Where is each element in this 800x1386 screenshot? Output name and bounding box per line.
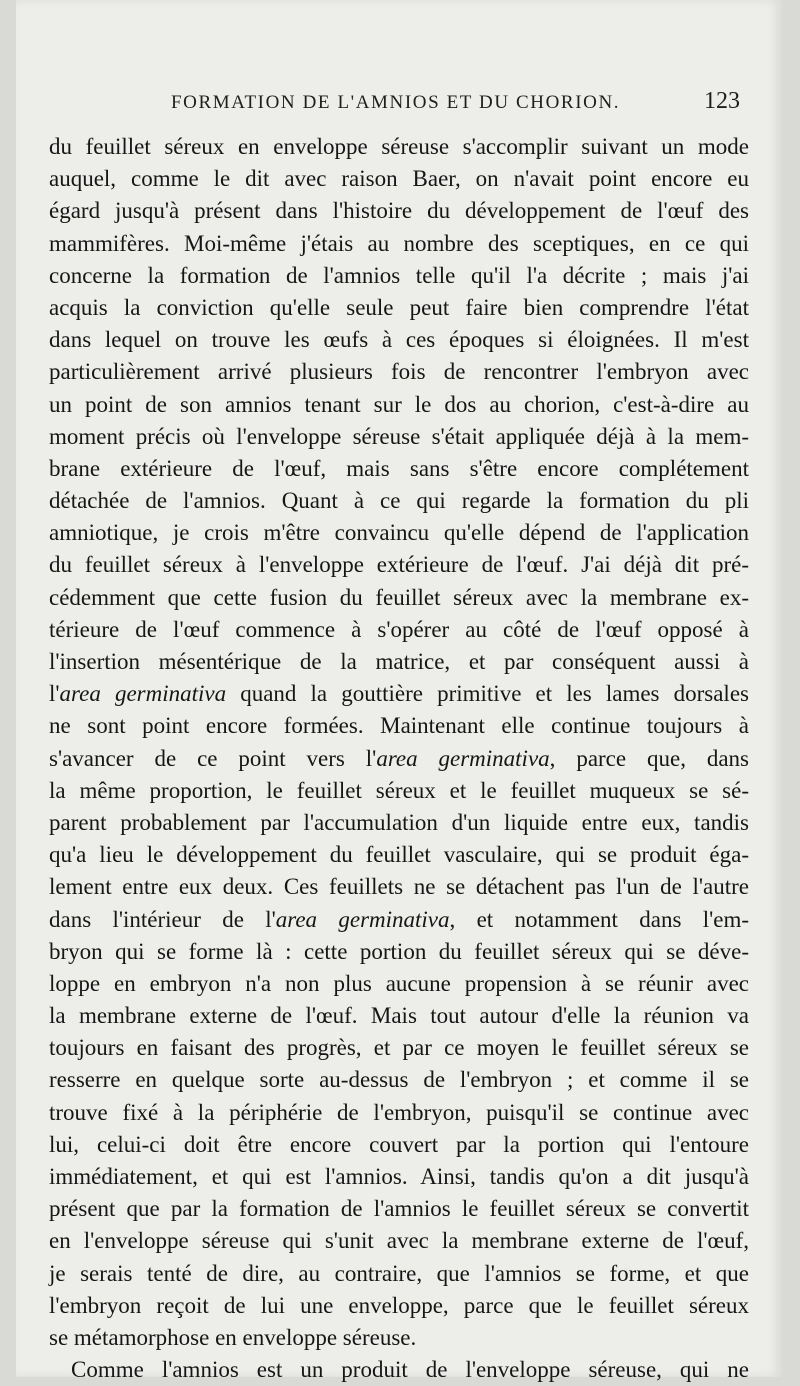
line-text: auquel, comme le dit avec raison Baer, on n'avait point encore eu [49, 166, 749, 192]
line-text: toujours en faisant des progrès, et par ce moyen le feuillet séreux se [49, 1035, 749, 1061]
line-text: , et notamment dans l'em- [449, 906, 749, 932]
line-text: la même proportion, le feuillet séreux et le feuillet muqueux se sé- [49, 777, 749, 803]
line-text: présent que par la formation de l'amnios le feuillet séreux se convertit [49, 1196, 749, 1222]
running-title: FORMATION DE L'AMNIOS ET DU CHORION. [171, 92, 621, 113]
text-line [49, 1193, 749, 1225]
line-text: lui, celui-ci doit être encore couvert par la portion qui l'entoure [49, 1131, 749, 1157]
text-line [49, 356, 749, 388]
line-text: mammifères. Moi-même j'étais au nombre des sceptiques, en ce qui [49, 230, 749, 256]
line-text: lement entre eux deux. Ces feuillets ne se détachent pas l'un de l'autre [49, 874, 749, 900]
text-line [49, 1064, 749, 1096]
text-line [49, 904, 749, 936]
latin-term: area germinativa [275, 906, 450, 932]
line-text: acquis la conviction qu'elle seule peut faire bien comprendre l'état [49, 294, 749, 320]
line-text: l' [49, 681, 60, 707]
text-line [49, 710, 749, 742]
line-text: particulièrement arrivé plusieurs fois de rencontrer l'embryon avec [49, 359, 749, 385]
line-text: ne sont point encore formées. Maintenant elle continue toujours à [49, 713, 749, 739]
text-line [49, 195, 749, 227]
line-text: l'embryon reçoit de lui une enveloppe, parce que le feuillet séreux [49, 1292, 749, 1318]
text-line [49, 1097, 749, 1129]
line-text: je serais tenté de dire, au contraire, que l'amnios se forme, et que [49, 1260, 749, 1286]
line-text: brane extérieure de l'œuf, mais sans s'être encore complétement [49, 455, 749, 481]
text-line [49, 1354, 749, 1386]
text-line [49, 517, 749, 549]
text-line [49, 1290, 749, 1322]
text-line [49, 1225, 749, 1257]
line-text: quand la gouttière primitive et les lames dorsales [226, 681, 749, 707]
body-text [49, 131, 749, 1386]
text-line [49, 421, 749, 453]
line-text: resserre en quelque sorte au-dessus de l'embryon ; et comme il se [49, 1067, 749, 1093]
line-text: amniotique, je crois m'être convaincu qu'elle dépend de l'application [49, 520, 749, 546]
line-text: parent probablement par l'accumulation d'un liquide entre eux, tandis [49, 809, 749, 835]
text-line [49, 936, 749, 968]
text-line [49, 131, 749, 163]
text-line [49, 743, 749, 775]
text-line [49, 839, 749, 871]
text-line [49, 775, 749, 807]
text-line [49, 614, 749, 646]
text-line [49, 678, 749, 710]
text-line [49, 807, 749, 839]
page-header [16, 86, 782, 126]
text-line [49, 228, 749, 260]
text-line [49, 292, 749, 324]
text-line [49, 968, 749, 1000]
line-text: un point de son amnios tenant sur le dos au chorion, c'est-à-dire au [49, 391, 749, 417]
text-line [49, 1258, 749, 1290]
line-text: en l'enveloppe séreuse qui s'unit avec la membrane externe de l'œuf, [49, 1228, 749, 1254]
line-text: détachée de l'amnios. Quant à ce qui regarde la formation du pli [49, 488, 749, 514]
line-text: trouve fixé à la périphérie de l'embryon, puisqu'il se continue avec [49, 1099, 749, 1125]
text-line [49, 646, 749, 678]
text-line [49, 163, 749, 195]
latin-term: area germinativa [59, 681, 227, 707]
text-line [49, 549, 749, 581]
line-text: la membrane externe de l'œuf. Mais tout autour d'elle la réunion va [49, 1003, 749, 1029]
line-text: , parce que, dans [549, 745, 749, 771]
text-line [49, 389, 749, 421]
line-text: Comme l'amnios est un produit de l'enveloppe séreuse, qui ne [71, 1357, 749, 1383]
text-line [49, 453, 749, 485]
line-text: cédemment que cette fusion du feuillet séreux avec la membrane ex- [49, 584, 749, 610]
text-line [49, 1129, 749, 1161]
text-line [49, 582, 749, 614]
text-line [49, 1161, 749, 1193]
line-text: l'insertion mésentérique de la matrice, et par conséquent aussi à [49, 649, 749, 674]
line-text: loppe en embryon n'a non plus aucune propension à se réunir avec [49, 970, 749, 996]
line-text: bryon qui se forme là : cette portion du feuillet séreux qui se déve- [49, 938, 749, 964]
text-line [49, 485, 749, 517]
line-text: égard jusqu'à présent dans l'histoire du développement de l'œuf des [49, 198, 749, 224]
text-line [49, 1032, 749, 1064]
line-text: qu'a lieu le développement du feuillet vasculaire, qui se produit éga- [49, 842, 749, 868]
text-line [49, 324, 749, 356]
line-text: se métamorphose en enveloppe séreuse. [49, 1324, 417, 1350]
text-line [49, 1000, 749, 1032]
line-text: dans lequel on trouve les œufs à ces époques si éloignées. Il m'est [49, 327, 749, 353]
line-text: concerne la formation de l'amnios telle qu'il l'a décrite ; mais j'ai [49, 262, 749, 288]
line-text: dans l'intérieur de l' [49, 906, 276, 932]
line-text: térieure de l'œuf commence à s'opérer au côté de l'œuf opposé à [49, 616, 749, 642]
line-text: s'avancer de ce point vers l' [49, 745, 377, 771]
text-line [49, 1322, 749, 1354]
book-page [16, 0, 782, 1383]
text-line [49, 871, 749, 903]
latin-term: area germinativa [376, 745, 550, 771]
line-text: du feuillet séreux à l'enveloppe extérieure de l'œuf. J'ai déjà dit pré- [49, 552, 749, 578]
page-number: 123 [704, 88, 740, 114]
text-line [49, 260, 749, 292]
line-text: du feuillet séreux en enveloppe séreuse s'accomplir suivant un mode [49, 134, 749, 159]
line-text: immédiatement, et qui est l'amnios. Ainsi, tandis qu'on a dit jusqu'à [49, 1164, 749, 1189]
line-text: moment précis où l'enveloppe séreuse s'était appliquée déjà à la mem- [49, 423, 749, 449]
